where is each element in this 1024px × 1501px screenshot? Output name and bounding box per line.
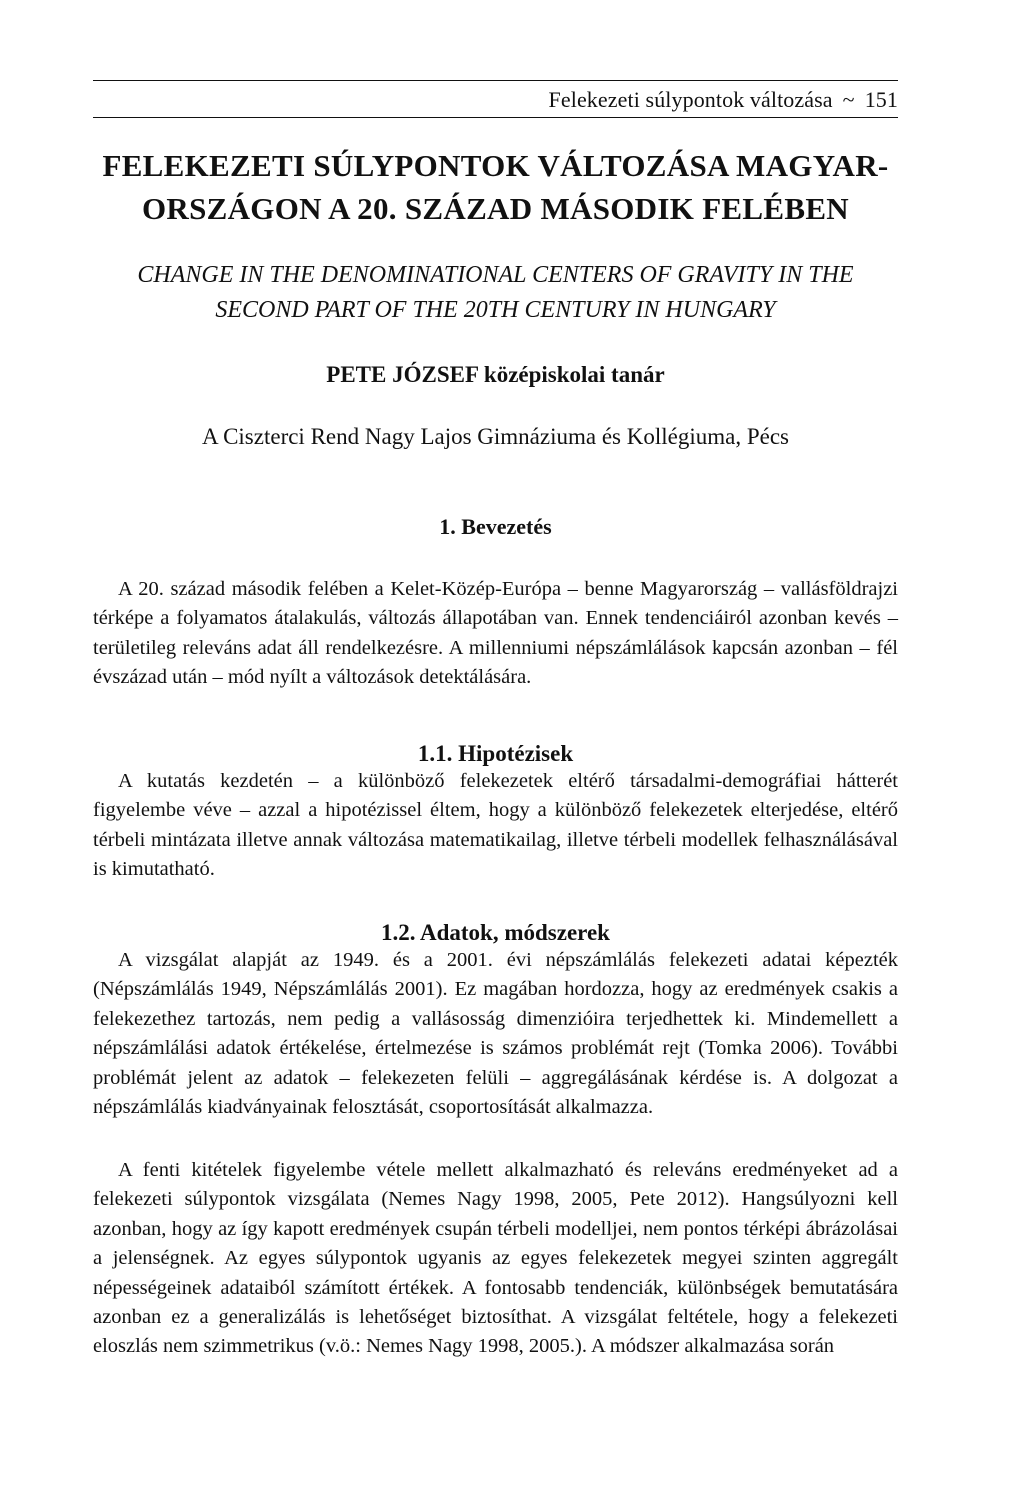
introduction-paragraph: A 20. század második felében a Kelet-Közép-Európa – benne Magyarország – vallásföldrajzi térképe a folyamatos átalakulás, változás állapotában van. Ennek tendenciáiról azonban kevés – területileg releváns adat áll rendelkezésre. A millenniumi népszámlálások kapcsán azonban – fél évszázad után – mód nyílt a változások detektálására. <box>93 578 898 689</box>
running-head-title: Felekezeti súlypontok változása <box>548 87 833 112</box>
english-title-line-2: SECOND PART OF THE 20TH CENTURY IN HUNGARY <box>215 297 776 323</box>
article-title-line-1: FELEKEZETI SÚLYPONTOK VÁLTOZÁSA MAGYAR- <box>102 148 889 183</box>
article-title-line-2: ORSZÁGON A 20. SZÁZAD MÁSODIK FELÉBEN <box>141 191 849 226</box>
data-methods-paragraph-2: A fenti kitételek figyelembe vétele mellett alkalmazható és releváns eredményeket ad a felekezeti súlypontok vizsgálata (Nemes Nagy 1998, 2005, Pete 2012). Hangsúlyozni kell azonban, hogy az így kapott eredmények csupán térbeli modelljei, nem pontos térképi ábrázolásai a jelenségnek. Az egyes súlypontok ugyanis az egyes felekezetek megyei szinten aggregált népességeinek adataiból számított értékek. A fontosabb tendenciák, különbségek bemutatására azonban ez a generalizálás is lehetőséget biztosíthat. A vizsgálat feltétele, hogy a felekezeti eloszlás nem szimmetrikus (v.ö.: Nemes Nagy 1998, 2005.). A módszer alkalmazása során <box>93 1159 898 1358</box>
article-title <box>93 144 898 230</box>
section-heading-introduction: 1. Bevezetés <box>439 514 552 539</box>
english-title <box>93 258 898 328</box>
running-head-text <box>549 87 898 113</box>
english-title-line-1: CHANGE IN THE DENOMINATIONAL CENTERS OF GRAVITY IN THE <box>137 262 854 288</box>
author-line: PETE JÓZSEF középiskolai tanár <box>326 362 665 387</box>
hypotheses-paragraph: A kutatás kezdetén – a különböző felekezetek eltérő társadalmi-demográfiai hátterét figyelembe véve – azzal a hipotézissel éltem, hogy a különböző felekezetek elterjedése, eltérő térbeli mintázata illetve annak változása matematikailag, illetve térbeli modellek felhasználásával is kimutatható. <box>93 770 898 881</box>
section-heading-hypotheses: 1.1. Hipotézisek <box>417 741 574 766</box>
running-head <box>93 80 898 118</box>
data-methods-paragraph-1: A vizsgálat alapját az 1949. és a 2001. évi népszámlálás felekezeti adatai képezték (Népszámlálás 1949, Népszámlálás 2001). Ez magában hordozza, hogy az eredmények csakis a felekezethez tartozás, nem pedig a vallásosság dimenzióira terjedhettek ki. Mindemellett a népszámlálási adatok értékelése, értelmezése is számos problémát rejt (Tomka 2006). További problémát jelent az adatok – felekezeten felüli – aggregálásának kérdése is. A dolgozat a népszámlálás kiadványainak felosztását, csoportosítását alkalmazza. <box>93 949 898 1119</box>
page-number: 151 <box>864 87 898 112</box>
section-heading-data-methods: 1.2. Adatok, módszerek <box>381 920 610 945</box>
affiliation-line: A Ciszterci Rend Nagy Lajos Gimnáziuma és Kollégiuma, Pécs <box>201 424 789 449</box>
running-head-separator: ~ <box>842 87 855 112</box>
